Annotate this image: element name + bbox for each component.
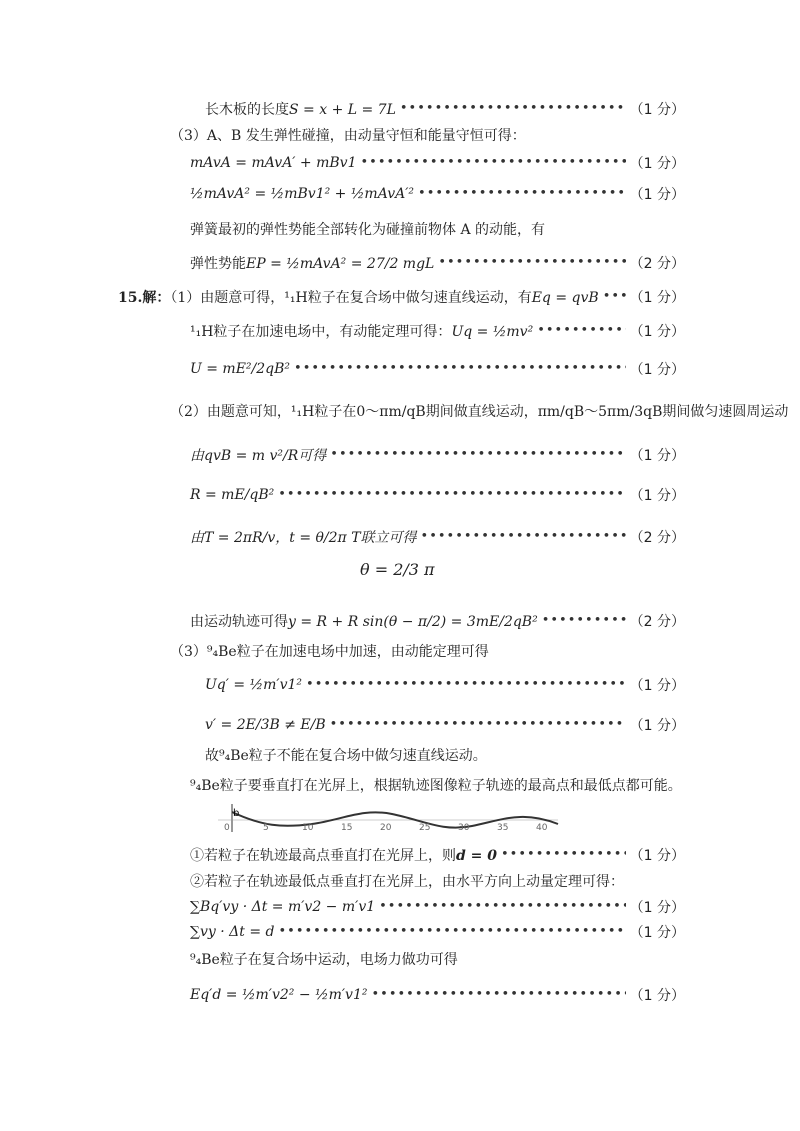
accel-field-text: ¹₁H粒子在加速电场中，有动能定理可得： (190, 324, 452, 340)
tick-label: 30 (458, 823, 470, 833)
origin-label: b (233, 808, 240, 819)
line-board-length (205, 98, 685, 120)
be-screen-text: ⁹₄Be粒子要垂直打在光屏上，根据轨迹图像粒子轨迹的最高点和最低点都可能。 (190, 778, 682, 794)
impulse-eq: ∑Bq′vy · Δt = m′v2 − m′v1 (190, 899, 376, 915)
be-work-text: ⁹₄Be粒子在复合场中运动，电场力做功可得 (190, 952, 458, 968)
be-energy-eq: Uq′ = ½m′v1² (205, 677, 303, 693)
score: （1 分） (629, 678, 685, 694)
line-radius-derivation (190, 444, 685, 466)
tick-label: 5 (263, 823, 269, 833)
line-trajectory-y (190, 610, 685, 632)
line-elastic-energy (190, 252, 685, 274)
case-bottom-text: ②若粒子在轨迹最低点垂直打在光屏上，由水平方向上动量定理可得： (190, 874, 624, 890)
tick-label: 20 (380, 823, 392, 833)
tick-label: 15 (341, 823, 353, 833)
board-length-text: 长木板的长度 (205, 102, 289, 118)
leader-dots (372, 985, 626, 1005)
leader-dots (361, 153, 626, 173)
score: （1 分） (629, 900, 685, 916)
be-velocity-eq: v′ = 2E/3B ≠ E/B (205, 717, 326, 733)
score: （1 分） (629, 925, 685, 941)
line-q15-part1 (118, 286, 685, 308)
leader-dots (501, 845, 626, 865)
line-be-velocity (205, 714, 685, 736)
be-conclusion: 故⁹₄Be粒子不能在复合场中做匀速直线运动。 (205, 748, 487, 764)
score: （1 分） (629, 324, 685, 340)
part2-intro: （2）由题意可知，¹₁H粒子在0～πm/qB期间做直线运动，πm/qB～5πm/3qB期间做匀速圆周运动 (170, 404, 789, 420)
leader-dots (379, 897, 626, 917)
tick-label: 25 (419, 823, 431, 833)
leader-dots (603, 287, 626, 307)
case-top-eq: d = 0 (456, 848, 498, 864)
radius-eq: R = mE/qB² (190, 487, 275, 503)
score: （1 分） (629, 448, 685, 464)
theta-result: θ = 2/3 π (360, 560, 435, 579)
leader-dots (421, 527, 626, 547)
trajectory-text: 由运动轨迹可得 (190, 614, 288, 630)
board-length-eq: S = x + L = 7L (289, 102, 396, 118)
elastic-energy-text: 弹性势能 (190, 256, 246, 272)
trajectory-eq: y = R + R sin(θ − π/2) = 3mE/2qB² (288, 614, 538, 630)
displacement-eq: ∑vy · Δt = d (190, 924, 275, 940)
line-momentum (190, 152, 685, 174)
leader-dots (279, 922, 626, 942)
score: （1 分） (629, 488, 685, 504)
tick-label: 0 (224, 823, 230, 833)
line-be-energy (205, 674, 685, 696)
period-text: 由T = 2πR/v，t = θ/2π T联立可得 (190, 530, 417, 546)
score: （1 分） (629, 362, 685, 378)
line-radius (190, 484, 685, 506)
case-top-text: ①若粒子在轨迹最高点垂直打在光屏上，则 (190, 848, 456, 864)
part3-intro: （3）A、B 发生弹性碰撞，由动量守恒和能量守恒可得： (170, 128, 526, 144)
line-impulse (190, 896, 685, 918)
line-energy (190, 183, 685, 205)
leader-dots (330, 445, 625, 465)
tick-label: 40 (536, 823, 548, 833)
tick-label: 35 (497, 823, 509, 833)
question-number: 15.解： (118, 290, 171, 306)
leader-dots (537, 321, 625, 341)
radius-derivation-text: 由qvB = m v²/R可得 (190, 448, 327, 464)
score: （1 分） (629, 988, 685, 1004)
score: （1 分） (629, 102, 685, 118)
score: （1 分） (629, 156, 685, 172)
voltage-eq: U = mE²/2qB² (190, 361, 291, 377)
leader-dots (400, 99, 626, 119)
accel-field-eq: Uq = ½mv² (451, 324, 534, 340)
line-voltage (190, 358, 685, 380)
part3-be-intro: （3）⁹₄Be粒子在加速电场中加速，由动能定理可得 (170, 644, 489, 660)
score: （2 分） (629, 614, 685, 630)
leader-dots (418, 184, 626, 204)
leader-dots (306, 675, 626, 695)
score: （2 分） (629, 256, 685, 272)
line-period (190, 526, 685, 548)
score: （1 分） (629, 718, 685, 734)
leader-dots (278, 485, 625, 505)
work-energy-eq: Eq′d = ½m′v2² − ½m′v1² (190, 987, 368, 1003)
leader-dots (542, 611, 626, 631)
leader-dots (294, 359, 626, 379)
line-displacement (190, 921, 685, 943)
elastic-energy-eq: EP = ½mAvA² = 27/2 mgL (246, 256, 435, 272)
momentum-eq: mAvA = mAvA′ + mBv1 (190, 155, 357, 171)
q15-part1-eq: Eq = qvB (531, 290, 599, 306)
leader-dots (330, 715, 626, 735)
spring-energy-text: 弹簧最初的弹性势能全部转化为碰撞前物体 A 的动能，有 (190, 222, 546, 238)
score: （1 分） (629, 848, 685, 864)
score: （1 分） (629, 187, 685, 203)
line-case-top (190, 844, 685, 866)
q15-part1-text: （1）由题意可得，¹₁H粒子在复合场中做匀速直线运动，有 (170, 290, 532, 306)
line-work-energy (190, 984, 685, 1006)
tick-label: 10 (302, 823, 314, 833)
leader-dots (438, 253, 625, 273)
trajectory-graph (218, 802, 563, 836)
energy-eq: ½mAvA² = ½mBv1² + ½mAvA′² (190, 186, 415, 202)
score: （1 分） (629, 290, 685, 306)
score: （2 分） (629, 530, 685, 546)
line-accel-field (190, 320, 685, 342)
